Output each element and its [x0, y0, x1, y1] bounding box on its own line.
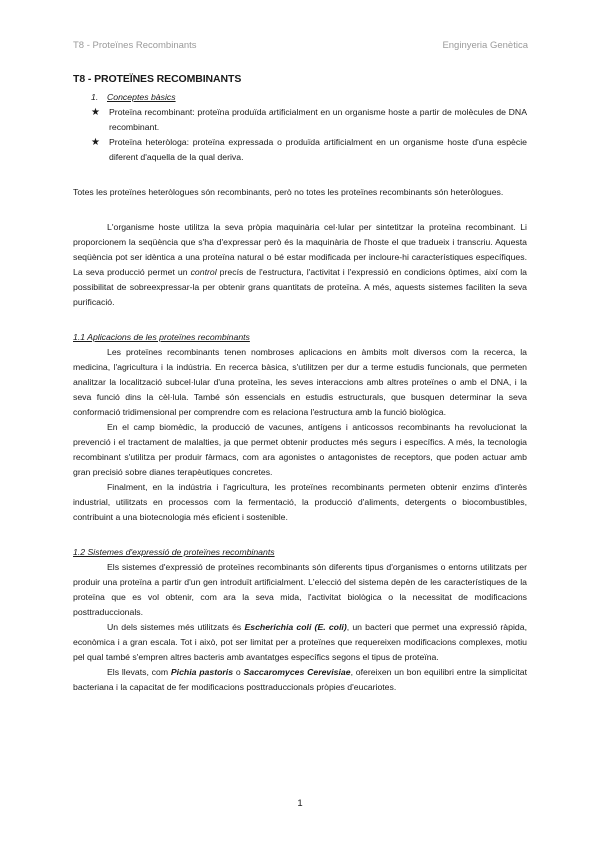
- text-run: Els llevats, com: [107, 667, 171, 677]
- text-run: , ofereixen un bon equilibri entre la simplicitat bacteriana i la capacitat de fer modificacions posttraduccionals pròpies d'eucariotes.: [73, 667, 527, 692]
- paragraph-heterologous: Totes les proteïnes heteròlogues són recombinants, però no totes les proteïnes recombinants són heteròlogues.: [73, 187, 504, 197]
- section-number: 1.: [91, 92, 99, 102]
- star-bullet-icon: ★: [91, 137, 100, 148]
- definitions-list: [73, 105, 527, 165]
- header-left: T8 - Proteïnes Recombinants: [73, 40, 197, 51]
- text-run: precís de l'estructura, l'activitat i l'expressió en condicions òptimes, així com la possibilitat de sobreexpressar-la per obtenir grans quantitats de proteïna. A més, aquests sistemes faciliten la seva purificació.: [73, 267, 527, 307]
- section-label: Conceptes bàsics: [107, 92, 176, 102]
- species-name: Escherichia coli (E. coli): [244, 622, 347, 632]
- paragraph-host-organism: [73, 220, 527, 310]
- definition-text: Proteïna recombinant: proteïna produïda artificialment en un organisme hoste a partir de molècules de DNA recombinant.: [109, 107, 527, 132]
- paragraph-expression-intro: Els sistemes d'expressió de proteïnes recombinants són diferents tipus d'organismes o entorns utilitzats per produir una proteïna a partir d'un gen introduït artificialment. L'elecció del sistema depèn de les característiques de la proteïna que es vol obtenir, com ara la seva mida, l'activitat biològica o la necessitat de modificacions posttraduccionals.: [73, 562, 527, 617]
- definition-text: Proteïna heteròloga: proteïna expressada o produïda artificialment en un organisme hoste d'una espècie diferent d'aquella de la qual deriva.: [109, 137, 527, 162]
- paragraph-applications-research: Les proteïnes recombinants tenen nombroses aplicacions en àmbits molt diversos com la recerca, la medicina, l'agricultura i la indústria. En recerca bàsica, s'utilitzen per dur a terme estudis funcionals, que permeten analitzar la localització subcel·lular d'una proteïna, les seves interaccions amb altres proteïnes o amb el DNA, i la seva funció dins la cèl·lula. També són essencials en estudis estructurals, que busquen determinar la seva conformació tridimensional per comprendre com es relaciona l'estructura amb la funció biològica.: [73, 347, 527, 417]
- page-number: 1: [297, 798, 303, 809]
- italic-term: control: [190, 267, 217, 277]
- definition-item: [73, 135, 527, 165]
- text-run: Un dels sistemes més utilitzats és: [107, 622, 245, 632]
- species-name: Saccaromyces Cerevisiae: [243, 667, 351, 677]
- star-bullet-icon: ★: [91, 107, 100, 118]
- species-name: Pichia pastoris: [170, 667, 234, 677]
- header-right: Enginyeria Genètica: [442, 40, 528, 51]
- paragraph-applications-industry: Finalment, en la indústria i l'agricultura, les proteïnes recombinants permeten obtenir enzims d'interès industrial, utilitzats en processos com la fermentació, la producció d'aliments, detergents o biocombustibles, contribuint a una biotecnologia més eficient i sostenible.: [73, 482, 527, 522]
- text-run: o: [233, 667, 244, 677]
- text-run: L'organisme hoste utilitza la seva pròpia maquinària cel·lular per sintetitzar la proteïna recombinant. Li proporcionem la seqüència que s'ha d'expressar però és la maquinària de l'hoste el que tradueix i transcriu. Aquesta seqüència pot ser idèntica a una proteïna natural o bé estar modificada per incloure-hi característiques específiques. La seva producció permet un: [73, 222, 527, 277]
- definition-item: [73, 105, 527, 135]
- page-title: T8 - PROTEÏNES RECOMBINANTS: [73, 73, 242, 85]
- document-body: [73, 72, 527, 695]
- paragraph-applications-biomedical: En el camp biomèdic, la producció de vacunes, antígens i anticossos recombinants ha revolucionat la prevenció i el tractament de malalties, ja que permet obtenir productes més segurs i específics. A més, la tecnologia recombinant s'utilitza per produir fàrmacs, com ara agonistes o antagonistes de receptors, que poden actuar amb gran precisió sobre dianes terapèutiques concretes.: [73, 422, 527, 477]
- paragraph-yeasts: [73, 665, 527, 695]
- subsection-heading-applications: 1.1 Aplicacions de les proteïnes recombinants: [73, 332, 250, 342]
- subsection-heading-expression-systems: 1.2 Sistemes d'expressió de proteïnes recombinants: [73, 547, 275, 557]
- paragraph-ecoli: [73, 620, 527, 665]
- text-run: , un bacteri que permet una expressió ràpida, econòmica i a gran escala. Tot i això, pot ser limitat per a proteïnes que requereixen modificacions complexes, motiu pel qual també s'empren altres bacteris amb avantatges específics segons el tipus de proteïna.: [73, 622, 527, 662]
- section-heading-concepts: [91, 90, 527, 105]
